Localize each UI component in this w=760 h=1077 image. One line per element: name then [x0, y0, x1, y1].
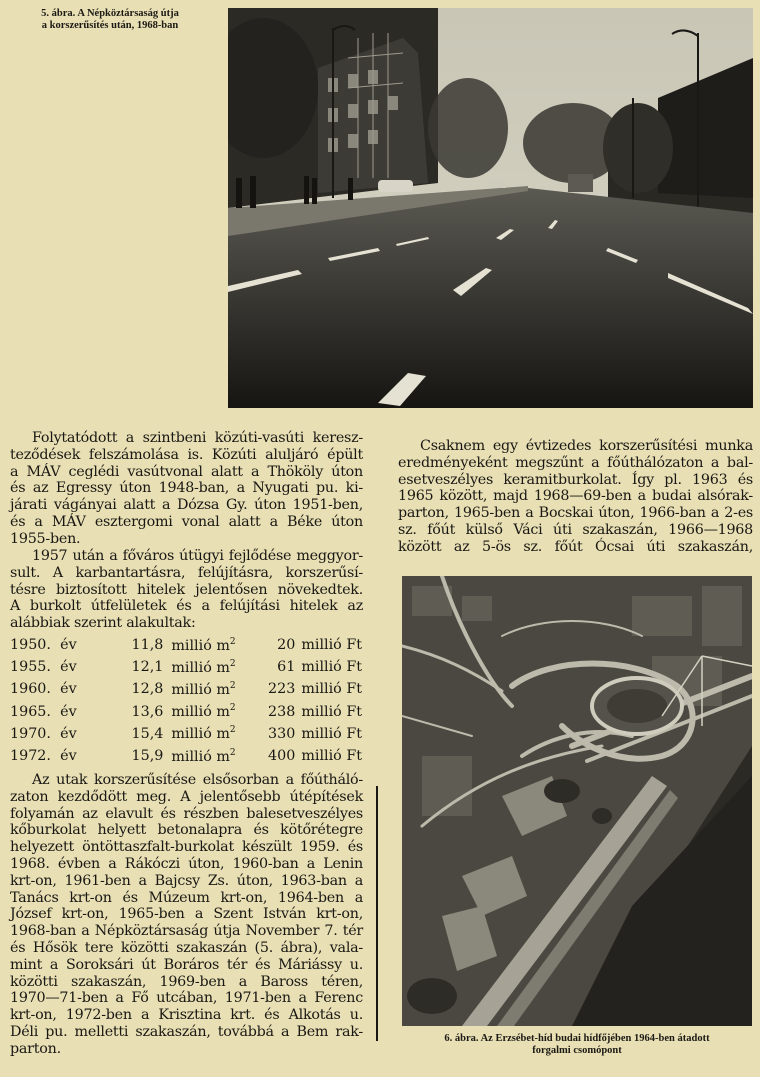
text-line: parton.: [10, 1040, 61, 1057]
credit-unit-cell: millió Ft: [301, 637, 362, 654]
text-line: 1970—71-ben a Fő utcában, 1971-ben a Ferenc: [10, 990, 363, 1007]
text-line: Folytatódott a szintbeni közúti-vasúti keresz-: [32, 430, 363, 446]
year-cell: 1965.: [10, 703, 51, 720]
table-row: [10, 745, 362, 767]
area-unit-exponent: 2: [229, 725, 236, 736]
text-line: mint a Soroksári út Boráros tér és Máriássy u.: [10, 956, 363, 973]
year-unit-cell: év: [60, 703, 77, 720]
area-unit-exponent: 2: [229, 747, 236, 758]
figure5-photo-street: [228, 8, 753, 408]
year-cell: 1960.: [10, 681, 51, 698]
text-line: 1957 után a főváros útügyi fejlődése meggyor-: [32, 548, 363, 564]
credit-value-cell: 20: [277, 637, 296, 654]
text-line: Tanács krt-on és Múzeum krt-on, 1964-ben a: [10, 889, 363, 906]
figure6-caption: [402, 1033, 752, 1057]
left-paragraph-2: [10, 548, 363, 632]
text-line: helyezett öntöttaszfalt-burkolat készült 1959. és: [10, 839, 363, 856]
area-value-cell: 15,4: [131, 725, 164, 742]
table-row: [10, 701, 362, 723]
text-line: Déli pu. melletti szakaszán, továbbá a Bem rak-: [10, 1023, 363, 1040]
text-line: 1968. évben a Rákóczi úton, 1960-ban a Lenin: [10, 855, 363, 872]
text-line: esetveszélyes keramitburkolat. Így pl. 1963 és: [398, 471, 753, 488]
text-line: sz. főút külső Váci úti szakaszán, 1966—1968: [398, 521, 753, 538]
figure5-caption-line2: a korszerűsítés után, 1968-ban: [41, 20, 179, 31]
area-unit: millió m: [171, 659, 230, 676]
text-line: krt-on, 1972-ben a Krisztina krt. és Alkotás u.: [10, 1007, 363, 1024]
area-unit-cell: [163, 745, 235, 767]
text-line: Az utak korszerűsítése elsősorban a főútháló-: [32, 772, 363, 788]
text-line: 1968-ban a Népköztársaság útja November 7. tér: [10, 923, 363, 940]
text-line: parton, 1965-ben a Bocskai úton, 1966-ban a 2-es: [398, 505, 753, 522]
figure5-caption: [24, 8, 196, 32]
area-unit-cell: [163, 678, 235, 700]
text-line: és az Egressy úton 1948-ban, a Nyugati pu. ki-: [10, 480, 363, 497]
text-line: a MÁV ceglédi vasútvonal alatt a Thököly úton: [10, 463, 363, 480]
right-paragraph-1: [398, 438, 753, 556]
figure6-caption-line2: forgalmi csomópont: [532, 1045, 622, 1056]
text-line: között az 5-ös sz. főút Ócsai úti szakaszán,: [398, 538, 753, 555]
table-row: [10, 723, 362, 745]
year-unit-cell: év: [60, 681, 77, 698]
area-value-cell: 11,8: [131, 637, 164, 654]
figure6-photo-interchange: [402, 576, 752, 1026]
year-cell: 1972.: [10, 748, 51, 765]
area-unit-cell: [163, 634, 235, 656]
year-cell: 1955.: [10, 659, 51, 676]
text-line: A burkolt útfelületek és a felújítási hitelek az: [10, 598, 363, 615]
text-line: József krt-on, 1965-ben a Szent István krt-on,: [10, 906, 363, 923]
text-line: 1955-ben.: [10, 530, 81, 547]
area-value-cell: 12,1: [131, 659, 164, 676]
text-line: teződések felszámolása is. Közúti aluljáró épült: [10, 446, 363, 463]
credit-value-cell: 330: [268, 725, 296, 742]
text-line: krt-on, 1961-ben a Bajcsy Zs. úton, 1963-ban a: [10, 872, 363, 889]
text-line: és a MÁV esztergomi vonal alatt a Béke úton: [10, 513, 363, 530]
text-line: zaton kezdődött meg. A jelentősebb útépítések: [10, 788, 363, 805]
year-cell: 1950.: [10, 637, 51, 654]
text-line: járati vágányai alatt a Dózsa Gy. úton 1951-ben,: [10, 497, 363, 514]
text-line: alábbiak szerint alakultak:: [10, 615, 196, 632]
credit-unit-cell: millió Ft: [301, 703, 362, 720]
table-row: [10, 634, 362, 656]
area-unit-exponent: 2: [229, 681, 236, 692]
road-surface-credit-table: [10, 634, 362, 767]
credit-value-cell: 223: [268, 681, 296, 698]
area-unit: millió m: [171, 704, 230, 721]
text-line: kőburkolat helyett betonalapra és kötőrétegre: [10, 822, 363, 839]
table-row: [10, 678, 362, 700]
area-value-cell: 15,9: [131, 748, 164, 765]
year-cell: 1970.: [10, 725, 51, 742]
text-line: 1965 között, majd 1968—69-ben a budai alsórak-: [398, 488, 753, 505]
area-unit: millió m: [171, 637, 230, 654]
figure6-caption-line1: 6. ábra. Az Erzsébet-híd budai hídfőjében 1964-ben átadott: [444, 1033, 710, 1044]
margin-rule: [376, 786, 378, 1041]
credit-unit-cell: millió Ft: [301, 681, 362, 698]
area-unit: millió m: [171, 726, 230, 743]
credit-value-cell: 61: [277, 659, 296, 676]
credit-unit-cell: millió Ft: [301, 748, 362, 765]
year-unit-cell: év: [60, 725, 77, 742]
area-unit-cell: [163, 656, 235, 678]
table-row: [10, 656, 362, 678]
area-unit-exponent: 2: [229, 703, 236, 714]
credit-value-cell: 238: [268, 703, 296, 720]
text-line: tésre biztosított hitelek jelentősen növekedtek.: [10, 581, 363, 598]
area-unit-cell: [163, 723, 235, 745]
text-line: Csaknem egy évtizedes korszerűsítési munka: [420, 438, 753, 454]
area-unit-exponent: 2: [229, 658, 236, 669]
area-unit-exponent: 2: [229, 636, 236, 647]
text-line: közötti szakaszán, 1969-ben a Baross téren,: [10, 973, 363, 990]
figure5-caption-line1: 5. ábra. A Népköztársaság útja: [41, 8, 179, 19]
credit-unit-cell: millió Ft: [301, 725, 362, 742]
area-value-cell: 12,8: [131, 681, 164, 698]
text-line: eredményeként megszűnt a főúthálózaton a bal-: [398, 454, 753, 471]
text-line: és Hősök tere közötti szakaszán (5. ábra), vala-: [10, 939, 363, 956]
credit-unit-cell: millió Ft: [301, 659, 362, 676]
area-unit: millió m: [171, 681, 230, 698]
left-paragraph-3: [10, 772, 363, 1058]
area-unit-cell: [163, 701, 235, 723]
area-unit: millió m: [171, 748, 230, 765]
left-paragraph-1: [10, 430, 363, 548]
year-unit-cell: év: [60, 748, 77, 765]
area-value-cell: 13,6: [131, 703, 164, 720]
text-line: folyamán az elavult és részben balesetveszélyes: [10, 805, 363, 822]
credit-value-cell: 400: [268, 748, 296, 765]
year-unit-cell: év: [60, 637, 77, 654]
text-line: sult. A karbantartásra, felújításra, korszerűsí-: [10, 564, 363, 581]
year-unit-cell: év: [60, 659, 77, 676]
